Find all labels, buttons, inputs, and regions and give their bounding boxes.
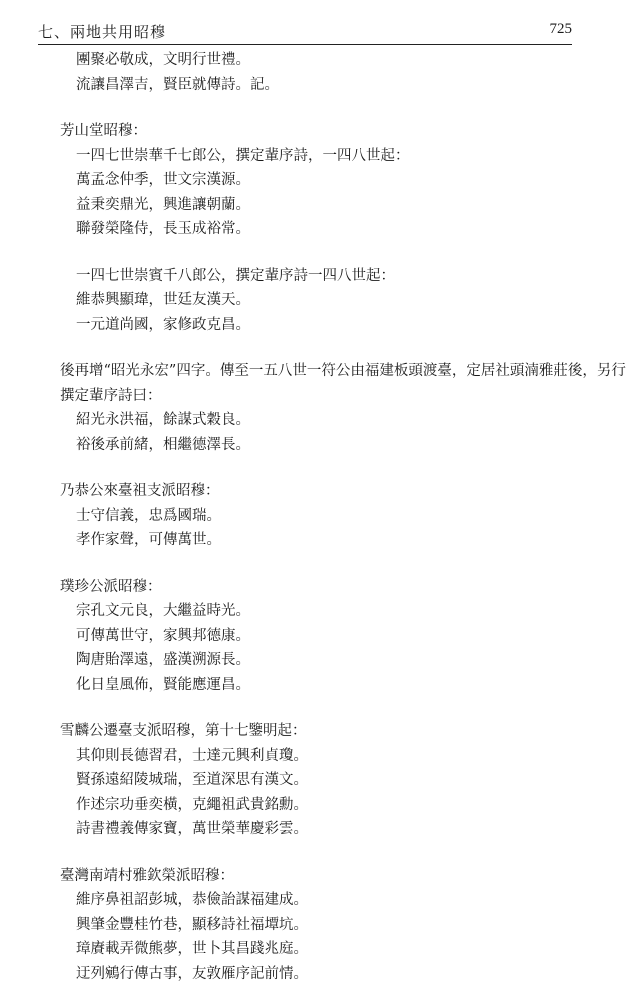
verse-line: 作述宗功垂奕橫，克繩祖武貴銘勳。 <box>60 793 580 818</box>
verse-line: 萬孟念仲季，世文宗漢源。 <box>60 168 580 193</box>
verse-line: 聯發榮隆侍，長玉成裕常。 <box>60 217 580 242</box>
page-body <box>60 48 580 986</box>
verse-line: 孝作家聲，可傳萬世。 <box>60 528 580 553</box>
text-block <box>60 719 580 842</box>
text-block <box>60 48 580 97</box>
verse-line: 紹光永洪福，餘謀式穀良。 <box>60 408 580 433</box>
verse-line: 其仰則長德習君，士達元興利貞瓊。 <box>60 744 580 769</box>
paragraph-gap <box>60 337 580 359</box>
running-header <box>38 18 572 45</box>
paragraph-gap <box>60 457 580 479</box>
section-heading-line: 臺灣南靖村雅欽榮派昭穆： <box>60 864 580 889</box>
section-heading-line: 撰定輩序詩曰： <box>60 384 580 409</box>
paragraph-gap <box>60 242 580 264</box>
text-block <box>60 479 580 553</box>
text-block <box>60 575 580 698</box>
section-heading-line: 芳山堂昭穆： <box>60 119 580 144</box>
text-block <box>60 359 580 457</box>
verse-line: 益秉奕鼎光，興進讓朝蘭。 <box>60 193 580 218</box>
verse-line: 化日皇風佈，賢能應運昌。 <box>60 673 580 698</box>
verse-line: 賢孫遠紹陵城瑞，至道深思有漢文。 <box>60 768 580 793</box>
text-block <box>60 119 580 242</box>
chapter-title: 七、兩地共用昭穆 <box>38 21 166 42</box>
verse-line: 詩書禮義傳家寶，萬世榮華慶彩雲。 <box>60 817 580 842</box>
section-heading-line: 雪麟公遷臺支派昭穆，第十七鑒明起： <box>60 719 580 744</box>
verse-line: 宗孔文元良，大繼益時光。 <box>60 599 580 624</box>
paragraph-gap <box>60 553 580 575</box>
paragraph-gap <box>60 697 580 719</box>
verse-line: 士守信義，忠爲國瑞。 <box>60 504 580 529</box>
section-heading-line: 後再增“昭光永宏”四字。傳至一五八世一符公由福建板頭渡臺，定居社頭湳雅莊後，另行 <box>60 359 580 384</box>
paragraph-gap <box>60 842 580 864</box>
page-number: 725 <box>550 21 573 38</box>
verse-line: 流讓昌澤吉，賢臣就傳詩。記。 <box>60 73 580 98</box>
text-block <box>60 264 580 338</box>
verse-line: 興肇金豐桂竹巷，顯移詩社福墰坑。 <box>60 913 580 938</box>
verse-line: 維序鼻祖詔彭城，恭儉詒謀福建成。 <box>60 888 580 913</box>
verse-line: 裕後承前緒，相繼德澤長。 <box>60 433 580 458</box>
verse-line: 迂列鵷行傳古事，友敦雁序記前情。 <box>60 962 580 986</box>
verse-line: 可傳萬世守，家興邦德康。 <box>60 624 580 649</box>
verse-line: 一四七世崇賓千八郎公，撰定輩序詩一四八世起： <box>60 264 580 289</box>
verse-line: 團聚必敬成，文明行世禮。 <box>60 48 580 73</box>
verse-line: 維恭興顯瑋，世廷友漢天。 <box>60 288 580 313</box>
verse-line: 一四七世崇華千七郎公，撰定輩序詩，一四八世起： <box>60 144 580 169</box>
text-block <box>60 864 580 986</box>
verse-line: 一元道尚國，家修政克昌。 <box>60 313 580 338</box>
section-heading-line: 乃恭公來臺祖支派昭穆： <box>60 479 580 504</box>
verse-line: 陶唐貽澤遠，盛漢溯源長。 <box>60 648 580 673</box>
section-heading-line: 璞珍公派昭穆： <box>60 575 580 600</box>
paragraph-gap <box>60 97 580 119</box>
verse-line: 璋賡載弄微熊夢，世卜其昌踐兆庭。 <box>60 937 580 962</box>
